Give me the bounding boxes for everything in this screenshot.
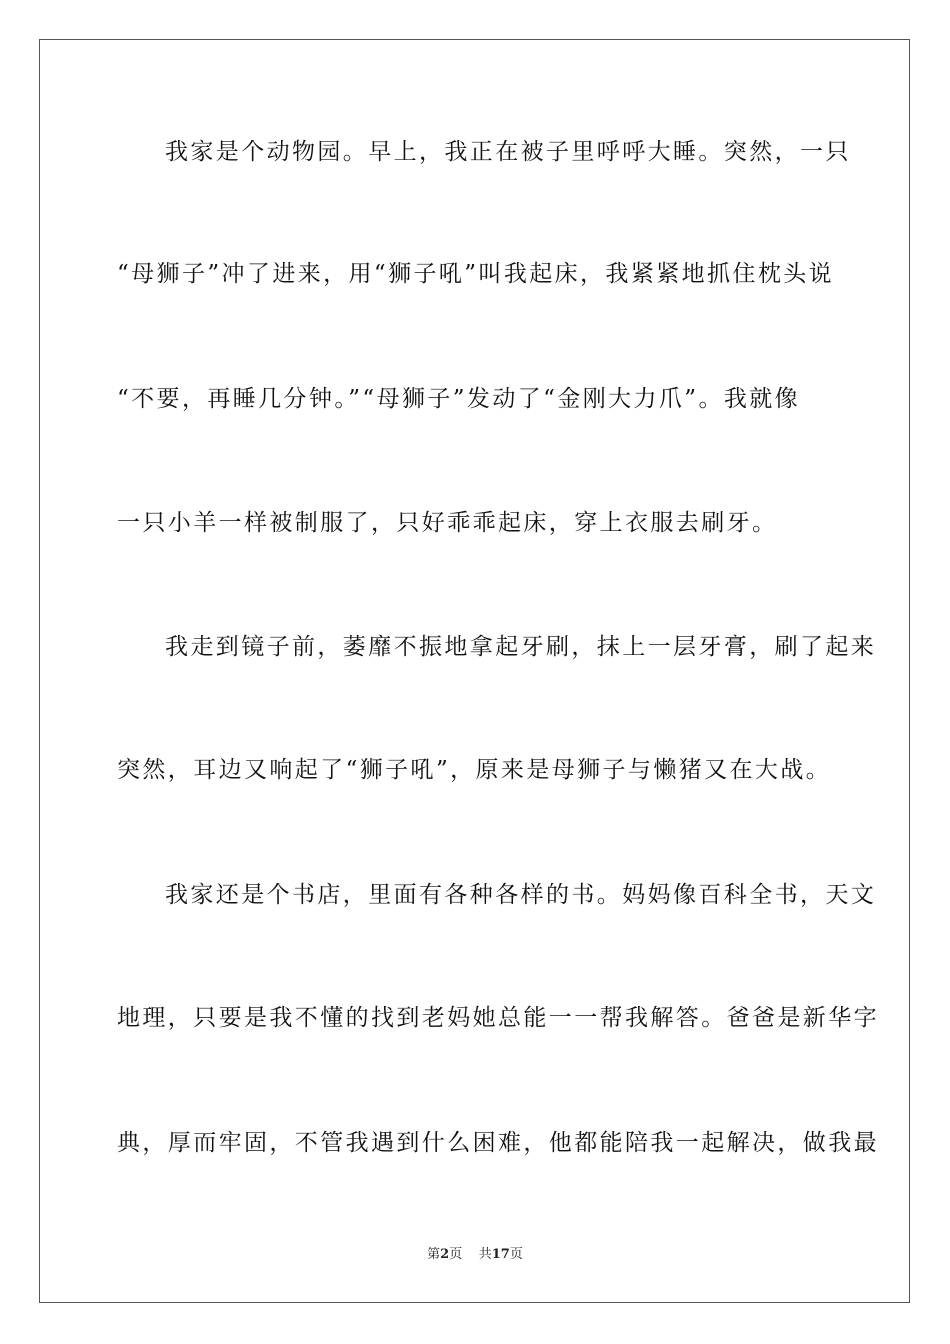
paragraph-line: 我家是个动物园。早上，我正在被子里呼呼大睡。突然，一只: [165, 139, 851, 165]
paragraph-line: 一只小羊一样被制服了，只好乖乖起床，穿上衣服去刷牙。: [117, 510, 778, 536]
paragraph-line: 地理，只要是我不懂的找到老妈她总能一一帮我解答。爸爸是新华字: [117, 1005, 879, 1031]
paragraph-line: 突然，耳边又响起了“狮子吼”，原来是母狮子与懒猪又在大战。: [117, 757, 832, 783]
paragraph-line: 典，厚而牢固，不管我遇到什么困难，他都能陪我一起解决，做我最: [117, 1130, 879, 1156]
paragraph-line: 我家还是个书店，里面有各种各样的书。妈妈像百科全书，天文: [165, 882, 877, 908]
total-suffix: 页: [509, 1247, 523, 1262]
paragraph-line: “母狮子”冲了进来，用“狮子吼”叫我起床，我紧紧地抓住枕头说: [117, 261, 835, 287]
page-border: [39, 39, 910, 1303]
total-prefix: 共: [478, 1247, 492, 1262]
page-suffix: 页: [449, 1247, 463, 1262]
page-total: 17: [491, 1247, 510, 1262]
page-footer: [0, 1247, 950, 1263]
page-prefix: 第: [427, 1247, 441, 1262]
page-number: 2: [440, 1247, 450, 1262]
paragraph-line: 我走到镜子前，萎靡不振地拿起牙刷，抹上一层牙膏，刷了起来: [165, 634, 877, 660]
paragraph-line: “不要，再睡几分钟。”“母狮子”发动了“金刚大力爪”。我就像: [117, 386, 801, 412]
